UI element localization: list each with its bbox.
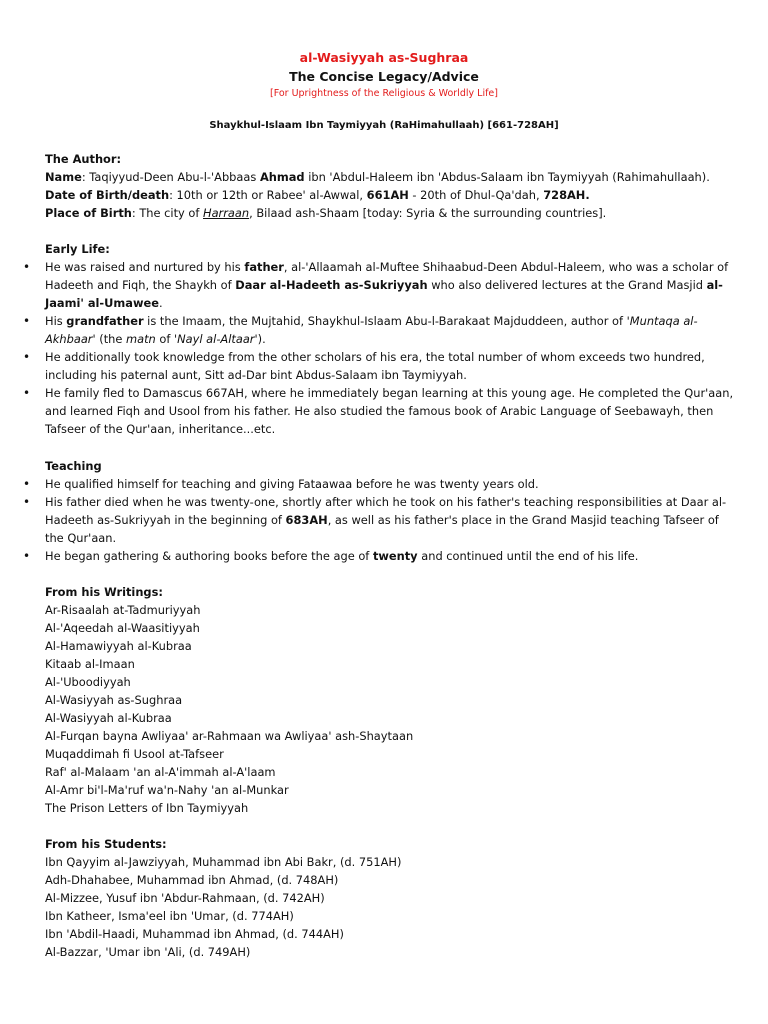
list-item: Ibn Qayyim al-Jawziyyah, Muhammad ibn Abi Bakr, (d. 751AH) bbox=[45, 855, 402, 869]
students-section bbox=[45, 835, 735, 961]
author-dob-line: Date of Birth/death: 10th or 12th or Rabee' al-Awwal, 661AH - 20th of Dhul-Qa'dah, 728AH. bbox=[45, 188, 590, 202]
list-item: Muqaddimah fi Usool at-Tafseer bbox=[45, 747, 224, 761]
list-item: Raf' al-Malaam 'an al-A'immah al-A'laam bbox=[45, 765, 276, 779]
list-item: Al-'Aqeedah al-Waasitiyyah bbox=[45, 621, 200, 635]
list-item: • His father died when he was twenty-one, shortly after which he took on his father's teaching responsibilities at Daar al-Hadeeth as-Sukriyyah in the beginning of 683AH, as well as his father's place in the Grand Masjid teaching Tafseer of the Qur'aan. bbox=[45, 493, 735, 547]
list-item: • He additionally took knowledge from the other scholars of his era, the total number of whom exceeds two hundred, including his paternal aunt, Sitt ad-Dar bint Abdus-Salaam ibn Taymiyyah. bbox=[45, 348, 735, 384]
document-title: al-Wasiyyah as-Sughraa bbox=[299, 50, 469, 65]
author-pob-line: Place of Birth: The city of Harraan, Bilaad ash-Shaam [today: Syria & the surrounding countries]. bbox=[45, 206, 607, 220]
author-byline: Shaykhul-Islaam Ibn Taymiyyah (RaHimahullaah) [661-728AH] bbox=[209, 120, 559, 131]
author-name-line: Name: Taqiyyud-Deen Abu-l-'Abbaas Ahmad ibn 'Abdul-Haleem ibn 'Abdus-Salaam ibn Taymiyyah (Rahimahullaah). bbox=[45, 170, 710, 184]
author-section bbox=[45, 150, 735, 222]
list-item: Al-Furqan bayna Awliyaa' ar-Rahmaan wa Awliyaa' ash-Shaytaan bbox=[45, 729, 414, 743]
list-item: Adh-Dhahabee, Muhammad ibn Ahmad, (d. 748AH) bbox=[45, 873, 339, 887]
list-item: Ibn Katheer, Isma'eel ibn 'Umar, (d. 774AH) bbox=[45, 909, 294, 923]
list-item: Al-Hamawiyyah al-Kubraa bbox=[45, 639, 192, 653]
teaching-section bbox=[45, 457, 735, 565]
list-item: • He was raised and nurtured by his father, al-'Allaamah al-Muftee Shihaabud-Deen Abdul-Haleem, who was a scholar of Hadeeth and Fiqh, the Shaykh of Daar al-Hadeeth as-Sukriyyah who also delivered lectures at the Grand Masjid al-Jaami' al-Umawee. bbox=[45, 258, 735, 312]
early-life-section bbox=[45, 240, 735, 438]
list-item: Kitaab al-Imaan bbox=[45, 657, 135, 671]
document-note: [For Uprightness of the Religious & Worldly Life] bbox=[270, 88, 498, 99]
writings-heading: From his Writings: bbox=[45, 585, 163, 599]
teaching-heading: Teaching bbox=[45, 459, 102, 473]
list-item: Al-'Uboodiyyah bbox=[45, 675, 131, 689]
list-item: Al-Mizzee, Yusuf ibn 'Abdur-Rahmaan, (d. 742AH) bbox=[45, 891, 325, 905]
writings-section bbox=[45, 583, 735, 817]
list-item: • He began gathering & authoring books before the age of twenty and continued until the end of his life. bbox=[45, 547, 735, 565]
list-item: • He qualified himself for teaching and giving Fataawaa before he was twenty years old. bbox=[45, 475, 735, 493]
list-item: Al-Bazzar, 'Umar ibn 'Ali, (d. 749AH) bbox=[45, 945, 251, 959]
author-heading: The Author: bbox=[45, 152, 122, 166]
list-item: Ibn 'Abdil-Haadi, Muhammad ibn Ahmad, (d. 744AH) bbox=[45, 927, 344, 941]
list-item: Al-Wasiyyah as-Sughraa bbox=[45, 693, 183, 707]
early-life-heading: Early Life: bbox=[45, 242, 110, 256]
list-item: • His grandfather is the Imaam, the Mujtahid, Shaykhul-Islaam Abu-l-Barakaat Majduddeen, author of 'Muntaqa al-Akhbaar' (the matn of 'Nayl al-Altaar'). bbox=[45, 312, 735, 348]
list-item: Ar-Risaalah at-Tadmuriyyah bbox=[45, 603, 201, 617]
list-item: Al-Wasiyyah al-Kubraa bbox=[45, 711, 172, 725]
document-subtitle: The Concise Legacy/Advice bbox=[289, 69, 479, 84]
list-item: Al-Amr bi'l-Ma'ruf wa'n-Nahy 'an al-Munkar bbox=[45, 783, 289, 797]
list-item: The Prison Letters of Ibn Taymiyyah bbox=[45, 801, 249, 815]
list-item: • He family fled to Damascus 667AH, where he immediately began learning at this young age. He completed the Qur'aan, and learned Fiqh and Usool from his father. He also studied the famous book of Arabic Language of Seebawayh, then Tafseer of the Qur'aan, inheritance...etc. bbox=[45, 384, 735, 438]
students-heading: From his Students: bbox=[45, 837, 167, 851]
